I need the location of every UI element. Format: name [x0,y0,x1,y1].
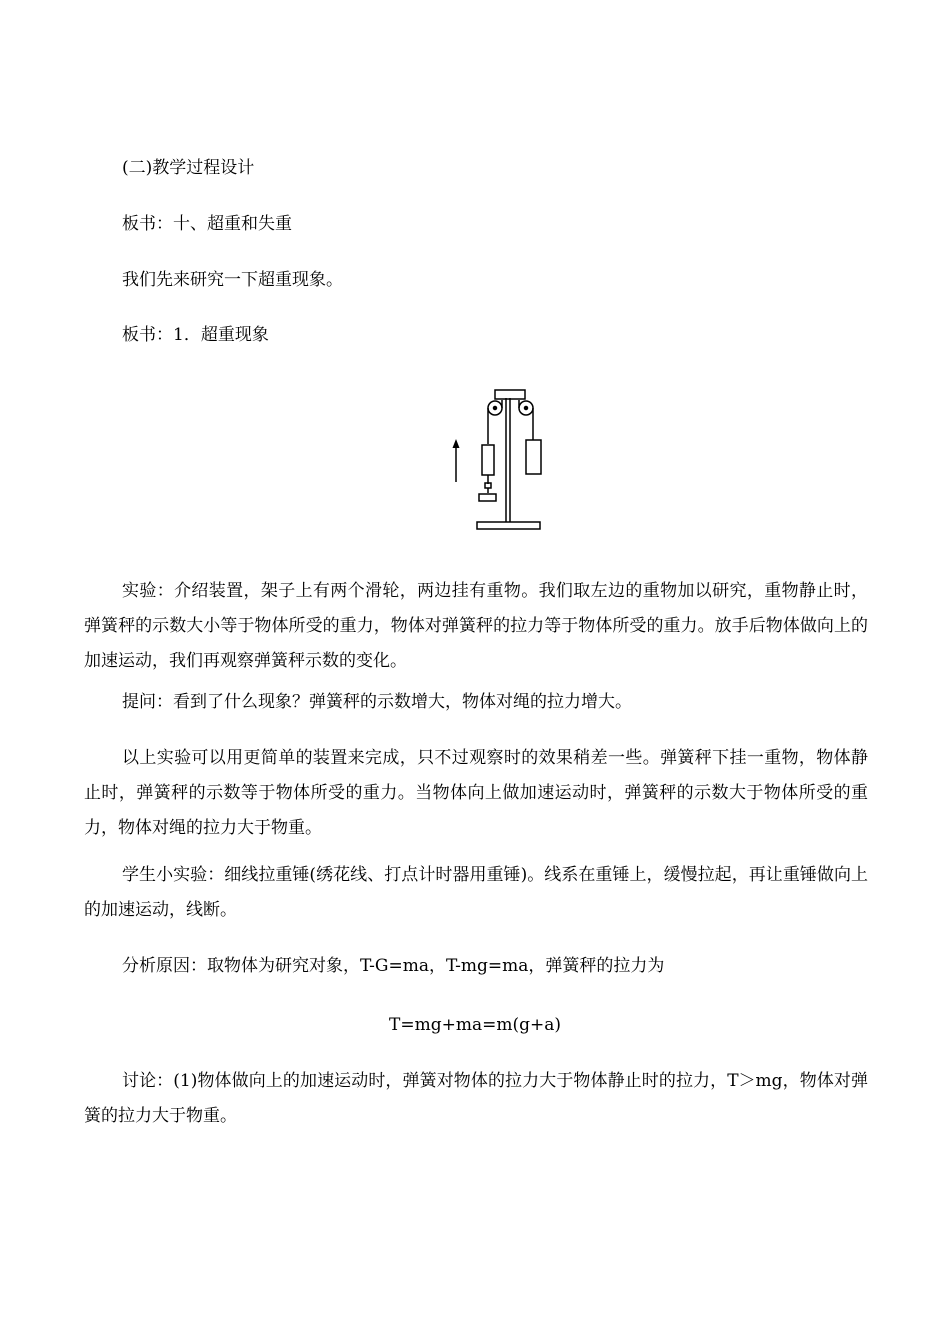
pulley-apparatus-diagram [440,384,550,534]
discussion-paragraph: 讨论：(1)物体做向上的加速运动时，弹簧对物体的拉力大于物体静止时的拉力，T＞mg，物体对弹簧的拉力大于物重。 [84,1071,868,1126]
board-title: 板书：十、超重和失重 [122,214,292,234]
question-paragraph: 提问：看到了什么现象？弹簧秤的示数增大，物体对绳的拉力增大。 [122,692,632,712]
simple-setup-paragraph: 以上实验可以用更简单的装置来完成，只不过观察时的效果稍差一些。弹簧秤下挂一重物，物体静止时，弹簧秤的示数等于物体所受的重力。当物体向上做加速运动时，弹簧秤的示数大于物体所受的重力，物体对绳的拉力大于物重。 [84,748,868,838]
analysis-paragraph: 分析原因：取物体为研究对象，T-G=ma，T-mg=ma，弹簧秤的拉力为 [122,956,665,976]
stand-base [477,522,540,529]
left-weight [479,494,496,501]
experiment-paragraph: 实验：介绍装置，架子上有两个滑轮，两边挂有重物。我们取左边的重物加以研究，重物静止时，弹簧秤的示数大小等于物体所受的重力，物体对弹簧秤的拉力等于物体所受的重力。放手后物体做向上的加速运动，我们再观察弹簧秤示数的变化。 [84,581,868,671]
student-experiment-paragraph: 学生小实验：细线拉重锤(绣花线、打点计时器用重锤)。线系在重锤上，缓慢拉起，再让重锤做向上的加速运动，线断。 [84,865,868,920]
section-title: (二)教学过程设计 [122,158,255,178]
intro-text: 我们先来研究一下超重现象。 [122,270,343,290]
arrow-head-icon [453,439,460,448]
board-subtitle: 板书：1．超重现象 [122,325,269,345]
right-weight [526,440,541,474]
top-bar [495,390,525,399]
formula: T=mg+ma=m(g+a) [389,1015,561,1035]
spring-balance [482,445,494,475]
